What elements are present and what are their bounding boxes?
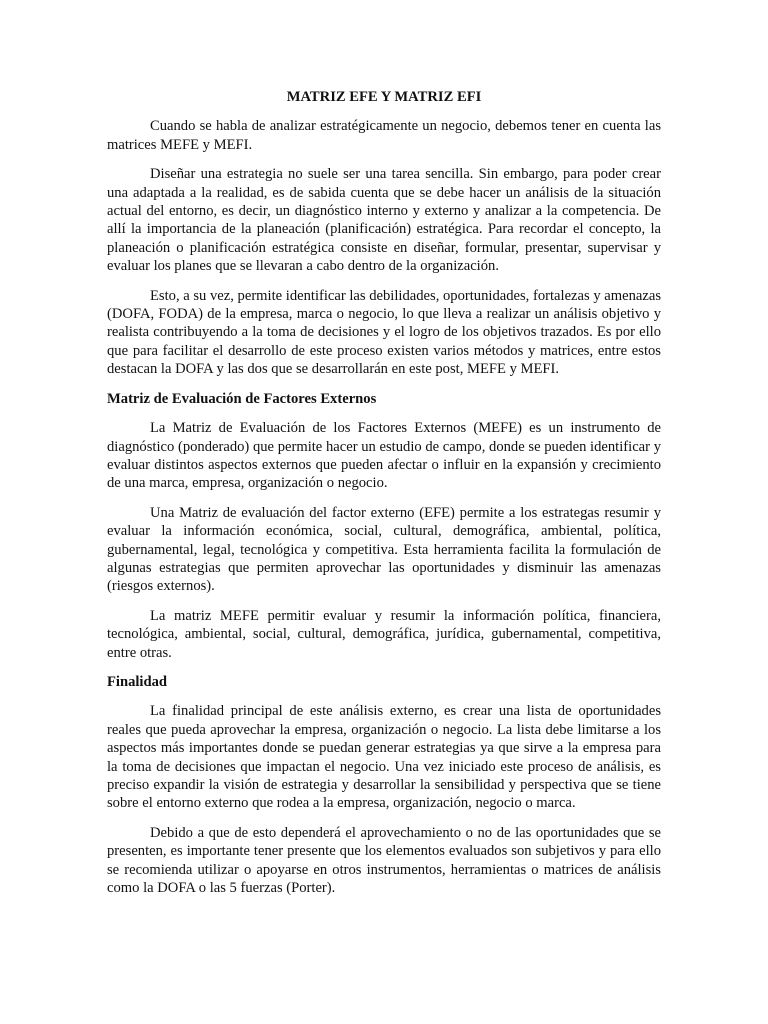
paragraph-intro-3: Esto, a su vez, permite identificar las debilidades, oportunidades, fortalezas y amenazas (DOFA, FODA) de la empresa, marca o negocio, lo que lleva a realizar un análisis objetivo y realista contribuyendo a la toma de decisiones y el logro de los objetivos trazados. Es por ello que para facilitar el desarrollo de este proceso existen varios métodos y matrices, entre estos destacan la DOFA y las dos que se desarrollarán en este post, MEFE y MEFI. bbox=[107, 287, 661, 378]
paragraph-efe-1: La Matriz de Evaluación de los Factores Externos (MEFE) es un instrumento de diagnóstico (ponderado) que permite hacer un estudio de campo, donde se pueden identificar y evaluar distintos aspectos externos que pueden afectar o influir en la expansión y crecimiento de una marca, empresa, organización o negocio. bbox=[107, 420, 661, 492]
document-title: MATRIZ EFE Y MATRIZ EFI bbox=[286, 89, 482, 105]
paragraph-finalidad-2: Debido a que de esto dependerá el aprovechamiento o no de las oportunidades que se presenten, es importante tener presente que los elementos evaluados son subjetivos y para ello se recomienda utilizar o apoyarse en otros instrumentos, herramientas o matrices de análisis como la DOFA o las 5 fuerzas (Porter). bbox=[107, 824, 661, 897]
section-heading-efe: Matriz de Evaluación de Factores Externos bbox=[107, 390, 377, 407]
section-heading-finalidad: Finalidad bbox=[107, 673, 168, 690]
paragraph-intro-2: Diseñar una estrategia no suele ser una tarea sencilla. Sin embargo, para poder crear una adaptada a la realidad, es de sabida cuenta que se debe hacer un análisis de la situación actual del entorno, es decir, un diagnóstico interno y externo y analizar a la competencia. De allí la importancia de la planeación (planificación) estratégica. Para recordar el concepto, la planeación o planificación estratégica consiste en diseñar, formular, presentar, supervisar y evaluar los planes que se llevaran a cabo dentro de la organización. bbox=[107, 166, 661, 275]
paragraph-finalidad-1: La finalidad principal de este análisis externo, es crear una lista de oportunidades reales que pueda aprovechar la empresa, organización o negocio. La lista debe limitarse a los aspectos más importantes donde se puedan generar estrategias ya que sirve a la empresa para la toma de decisiones que impactan el negocio. Una vez iniciado este proceso de análisis, es preciso expandir la visión de estrategia y desarrollar la sensibilidad y perspectiva que se tiene sobre el entorno externo que rodea a la empresa, organización, negocio o marca. bbox=[107, 703, 661, 812]
paragraph-efe-3: La matriz MEFE permitir evaluar y resumir la información política, financiera, tecnológica, ambiental, social, cultural, demográfica, jurídica, gubernamental, competitiva, entre otras. bbox=[107, 607, 661, 661]
paragraph-intro-1: Cuando se habla de analizar estratégicamente un negocio, debemos tener en cuenta las matrices MEFE y MEFI. bbox=[107, 118, 661, 153]
document-page bbox=[107, 88, 661, 908]
paragraph-efe-2: Una Matriz de evaluación del factor externo (EFE) permite a los estrategas resumir y evaluar la información económica, social, cultural, demográfica, ambiental, política, gubernamental, legal, tecnológica y competitiva. Esta herramienta facilita la formulación de algunas estrategias que permiten aprovechar las oportunidades y disminuir las amenazas (riesgos externos). bbox=[107, 504, 661, 595]
